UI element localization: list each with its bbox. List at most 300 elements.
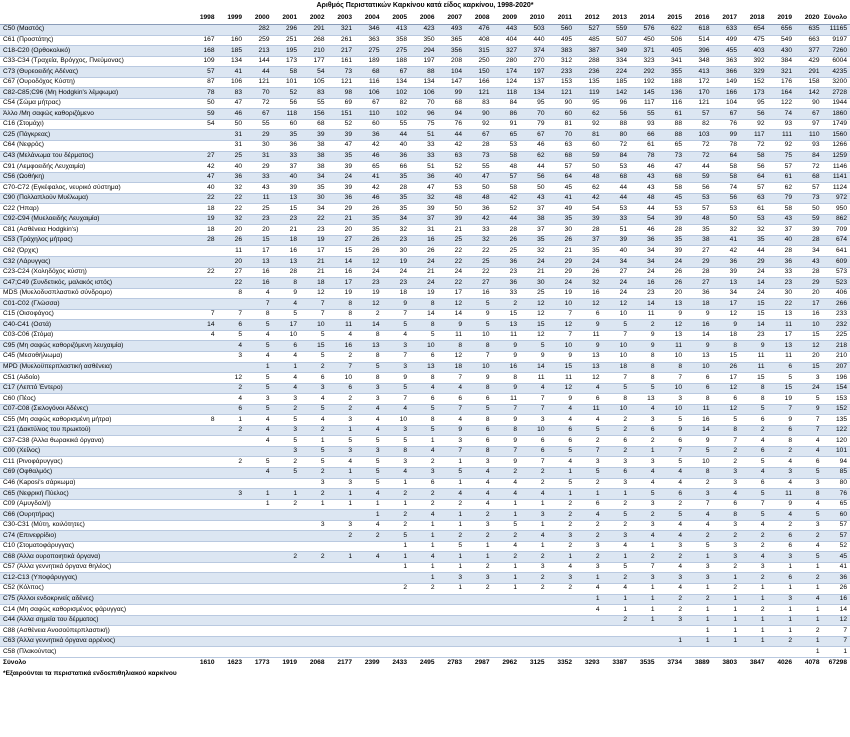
value-cell: 104 <box>713 98 741 109</box>
value-cell <box>630 626 658 637</box>
value-cell: 29 <box>685 257 713 268</box>
value-cell: 250 <box>465 56 493 67</box>
value-cell: 4 <box>795 594 823 605</box>
value-cell: 1 <box>438 478 466 489</box>
value-cell: 20 <box>245 225 273 236</box>
value-cell: 4 <box>410 510 438 521</box>
value-cell: 70 <box>520 109 548 120</box>
value-cell <box>245 552 273 563</box>
value-cell <box>328 626 356 637</box>
value-cell: 39 <box>410 204 438 215</box>
value-cell: 47 <box>190 172 218 183</box>
value-cell: 862 <box>823 214 850 225</box>
value-cell: 1 <box>410 531 438 542</box>
value-cell: 2 <box>328 351 356 362</box>
value-cell: 1 <box>300 499 328 510</box>
value-cell: 11 <box>328 320 356 331</box>
value-cell: 2 <box>410 499 438 510</box>
value-cell: 25 <box>438 235 466 246</box>
value-cell <box>245 510 273 521</box>
value-cell: 312 <box>548 56 576 67</box>
value-cell: 16 <box>575 288 603 299</box>
value-cell: 43 <box>795 257 823 268</box>
value-cell: 27 <box>465 278 493 289</box>
value-cell <box>548 636 576 647</box>
value-cell: 51 <box>410 162 438 173</box>
value-cell: 25 <box>245 204 273 215</box>
value-cell: 1 <box>740 583 768 594</box>
value-cell: 55 <box>465 162 493 173</box>
value-cell: 1 <box>713 605 741 616</box>
value-cell: 1 <box>603 552 631 563</box>
value-cell <box>190 478 218 489</box>
value-cell: 22 <box>768 299 796 310</box>
row-label: C22 (Ήπαρ) <box>0 204 190 215</box>
value-cell: 8 <box>465 415 493 426</box>
value-cell: 56 <box>740 109 768 120</box>
value-cell: 236 <box>575 67 603 78</box>
value-cell: 17 <box>328 278 356 289</box>
value-cell: 65 <box>823 499 850 510</box>
value-cell: 46 <box>630 225 658 236</box>
value-cell: 8 <box>328 299 356 310</box>
value-cell: 5 <box>383 531 411 542</box>
row-label: C62 (Όρχις) <box>0 246 190 257</box>
value-cell: 84 <box>603 151 631 162</box>
value-cell: 38 <box>300 141 328 152</box>
value-cell: 1 <box>575 573 603 584</box>
value-cell: 207 <box>823 362 850 373</box>
value-cell: 1 <box>520 541 548 552</box>
value-cell: 1 <box>713 636 741 647</box>
value-cell: 22 <box>438 257 466 268</box>
value-cell: 4 <box>218 394 246 405</box>
value-cell: 13 <box>245 257 273 268</box>
value-cell: 76 <box>823 489 850 500</box>
value-cell: 64 <box>548 172 576 183</box>
value-cell: 1 <box>438 552 466 563</box>
value-cell: 4 <box>520 489 548 500</box>
value-cell: 110 <box>355 109 383 120</box>
value-cell: 5 <box>245 457 273 468</box>
value-cell: 5 <box>768 373 796 384</box>
value-cell: 6 <box>603 436 631 447</box>
value-cell: 16 <box>630 278 658 289</box>
value-cell: 12 <box>548 320 576 331</box>
value-cell <box>190 141 218 152</box>
value-cell: 5 <box>685 446 713 457</box>
value-cell: 24 <box>658 257 686 268</box>
value-cell: 7 <box>548 330 576 341</box>
value-cell: 618 <box>685 25 713 36</box>
value-cell: 1 <box>245 362 273 373</box>
value-cell: 350 <box>410 35 438 46</box>
value-cell: 2 <box>713 446 741 457</box>
value-cell: 8 <box>355 373 383 384</box>
value-cell: 4 <box>740 467 768 478</box>
value-cell: 13 <box>685 351 713 362</box>
value-cell: 67 <box>795 109 823 120</box>
value-cell: 13 <box>493 320 521 331</box>
value-cell: 10 <box>795 320 823 331</box>
value-cell: 14 <box>520 362 548 373</box>
value-cell <box>355 562 383 573</box>
value-cell <box>273 520 301 531</box>
value-cell <box>383 605 411 616</box>
value-cell: 365 <box>438 35 466 46</box>
value-cell: 3 <box>658 573 686 584</box>
total-cell: 2177 <box>328 657 356 669</box>
value-cell: 19 <box>548 288 576 299</box>
value-cell: 1 <box>795 583 823 594</box>
value-cell: 2 <box>630 552 658 563</box>
value-cell: 32 <box>465 235 493 246</box>
value-cell: 315 <box>465 46 493 57</box>
value-cell: 1 <box>685 636 713 647</box>
value-cell: 45 <box>823 552 850 563</box>
value-cell: 2 <box>740 573 768 584</box>
value-cell: 1 <box>438 520 466 531</box>
table-row <box>0 246 850 257</box>
value-cell: 57 <box>768 162 796 173</box>
value-cell: 259 <box>245 35 273 46</box>
value-cell: 1 <box>355 499 383 510</box>
value-cell: 3 <box>768 552 796 563</box>
value-cell: 6 <box>740 478 768 489</box>
value-cell: 4 <box>548 562 576 573</box>
value-cell: 26 <box>713 362 741 373</box>
value-cell: 7 <box>685 499 713 510</box>
value-cell <box>740 647 768 658</box>
value-cell: 1 <box>273 362 301 373</box>
value-cell: 3 <box>218 351 246 362</box>
total-cell: 4078 <box>795 657 823 669</box>
value-cell: 15 <box>768 383 796 394</box>
value-cell: 44 <box>685 162 713 173</box>
value-cell: 2 <box>493 552 521 563</box>
total-cell: 2987 <box>465 657 493 669</box>
table-row <box>0 457 850 468</box>
value-cell: 52 <box>823 541 850 552</box>
value-cell: 334 <box>603 56 631 67</box>
value-cell: 61 <box>658 109 686 120</box>
row-label: C61 (Προστάτης) <box>0 35 190 46</box>
value-cell: 68 <box>355 67 383 78</box>
value-cell: 8 <box>630 373 658 384</box>
value-cell <box>548 615 576 626</box>
value-cell: 323 <box>630 56 658 67</box>
value-cell: 11 <box>493 394 521 405</box>
table-row <box>0 636 850 647</box>
value-cell: 61 <box>630 141 658 152</box>
value-cell: 2 <box>273 499 301 510</box>
value-cell: 1 <box>520 520 548 531</box>
value-cell: 72 <box>245 98 273 109</box>
value-cell: 145 <box>630 88 658 99</box>
value-cell: 22 <box>218 278 246 289</box>
value-cell: 1 <box>548 489 576 500</box>
value-cell: 4 <box>190 330 218 341</box>
value-cell: 3 <box>300 383 328 394</box>
value-cell: 60 <box>355 119 383 130</box>
value-cell: 36 <box>823 573 850 584</box>
value-cell: 3 <box>685 562 713 573</box>
value-cell: 6004 <box>823 56 850 67</box>
value-cell: 23 <box>300 225 328 236</box>
value-cell: 135 <box>823 415 850 426</box>
value-cell: 282 <box>245 25 273 36</box>
value-cell: 327 <box>493 46 521 57</box>
row-label: C30-C31 (Μύτη, κοιλότητες) <box>0 520 190 531</box>
value-cell: 32 <box>383 225 411 236</box>
value-cell <box>383 573 411 584</box>
value-cell: 1 <box>740 594 768 605</box>
value-cell: 1 <box>328 467 356 478</box>
value-cell: 87 <box>190 77 218 88</box>
value-cell: 118 <box>493 88 521 99</box>
value-cell: 656 <box>768 25 796 36</box>
value-cell: 55 <box>300 98 328 109</box>
value-cell: 224 <box>603 67 631 78</box>
value-cell <box>410 615 438 626</box>
value-cell: 4 <box>493 489 521 500</box>
value-cell: 4 <box>603 583 631 594</box>
value-cell: 3 <box>520 510 548 521</box>
value-cell: 30 <box>548 225 576 236</box>
value-cell: 9 <box>630 341 658 352</box>
value-cell: 4 <box>245 288 273 299</box>
value-cell: 430 <box>768 46 796 57</box>
value-cell <box>245 626 273 637</box>
value-cell: 5 <box>300 404 328 415</box>
value-cell: 6 <box>410 394 438 405</box>
value-cell: 294 <box>410 46 438 57</box>
total-cell: 3847 <box>740 657 768 669</box>
value-cell: 1 <box>823 647 850 658</box>
total-row <box>0 657 850 669</box>
value-cell: 36 <box>685 288 713 299</box>
value-cell: 1 <box>410 436 438 447</box>
value-cell: 3 <box>548 573 576 584</box>
value-cell: 15 <box>300 341 328 352</box>
value-cell: 118 <box>273 109 301 120</box>
value-cell <box>273 510 301 521</box>
value-cell: 10 <box>603 404 631 415</box>
value-cell: 70 <box>410 98 438 109</box>
value-cell: 2 <box>383 583 411 594</box>
value-cell <box>355 605 383 616</box>
row-label: C57 (Άλλα γεννητικά όργανα θηλέος) <box>0 562 190 573</box>
value-cell: 654 <box>740 25 768 36</box>
value-cell <box>245 520 273 531</box>
value-cell: 65 <box>355 162 383 173</box>
value-cell: 6 <box>410 351 438 362</box>
value-cell: 6 <box>300 373 328 384</box>
value-cell: 18 <box>190 204 218 215</box>
value-cell: 2 <box>603 499 631 510</box>
value-cell: 1 <box>685 626 713 637</box>
value-cell: 3200 <box>823 77 850 88</box>
row-label: C75 (Άλλοι ενδοκρινείς αδένες) <box>0 594 190 605</box>
table-row <box>0 446 850 457</box>
value-cell: 1 <box>713 626 741 637</box>
value-cell: 28 <box>795 267 823 278</box>
value-cell: 88 <box>658 130 686 141</box>
value-cell: 50 <box>218 119 246 130</box>
value-cell: 50 <box>438 204 466 215</box>
value-cell: 14 <box>410 309 438 320</box>
row-label: C18-C20 (Ορθοκολικό) <box>0 46 190 57</box>
value-cell <box>300 626 328 637</box>
value-cell: 11 <box>740 362 768 373</box>
value-cell: 2 <box>630 320 658 331</box>
value-cell: 6 <box>520 446 548 457</box>
table-row <box>0 531 850 542</box>
value-cell: 35 <box>273 130 301 141</box>
value-cell: 7 <box>493 404 521 415</box>
value-cell: 4235 <box>823 67 850 78</box>
value-cell: 3 <box>273 394 301 405</box>
value-cell: 21 <box>410 267 438 278</box>
value-cell: 54 <box>630 214 658 225</box>
value-cell <box>190 130 218 141</box>
value-cell: 43 <box>768 214 796 225</box>
value-cell: 78 <box>713 141 741 152</box>
value-cell: 19 <box>190 214 218 225</box>
value-cell: 4 <box>355 425 383 436</box>
value-cell: 8 <box>410 415 438 426</box>
value-cell: 8 <box>768 436 796 447</box>
value-cell: 6 <box>520 436 548 447</box>
value-cell: 48 <box>438 193 466 204</box>
value-cell: 3 <box>630 520 658 531</box>
value-cell: 7 <box>630 562 658 573</box>
value-cell: 29 <box>245 130 273 141</box>
value-cell: 90 <box>795 98 823 109</box>
value-cell: 35 <box>548 214 576 225</box>
value-cell: 2 <box>713 457 741 468</box>
value-cell: 35 <box>300 183 328 194</box>
value-cell: 576 <box>630 25 658 36</box>
value-cell: 17 <box>768 330 796 341</box>
value-cell: 75 <box>410 119 438 130</box>
value-cell: 99 <box>713 130 741 141</box>
value-cell: 83 <box>218 88 246 99</box>
value-cell: 493 <box>438 25 466 36</box>
value-cell: 16 <box>410 235 438 246</box>
table-row <box>0 193 850 204</box>
value-cell <box>713 647 741 658</box>
value-cell: 3 <box>548 531 576 542</box>
value-cell: 53 <box>438 183 466 194</box>
value-cell: 363 <box>713 56 741 67</box>
value-cell <box>520 615 548 626</box>
value-cell: 635 <box>795 25 823 36</box>
value-cell: 52 <box>493 204 521 215</box>
value-cell: 58 <box>273 67 301 78</box>
value-cell: 10 <box>685 457 713 468</box>
row-label: C10 (Στοματοφάρυγγας) <box>0 541 190 552</box>
value-cell: 12 <box>575 373 603 384</box>
total-cell: 3803 <box>713 657 741 669</box>
value-cell: 5 <box>300 351 328 362</box>
value-cell: 9 <box>273 288 301 299</box>
value-cell: 4 <box>465 499 493 510</box>
value-cell: 4 <box>740 436 768 447</box>
value-cell <box>603 636 631 647</box>
value-cell: 5 <box>300 446 328 457</box>
value-cell: 43 <box>245 183 273 194</box>
value-cell: 9 <box>438 320 466 331</box>
value-cell: 147 <box>438 77 466 88</box>
value-cell: 11 <box>218 246 246 257</box>
value-cell: 67 <box>713 109 741 120</box>
value-cell <box>218 499 246 510</box>
value-cell <box>190 25 218 36</box>
table-row <box>0 235 850 246</box>
value-cell: 16 <box>465 288 493 299</box>
table-row <box>0 25 850 36</box>
value-cell <box>410 626 438 637</box>
value-cell: 44 <box>603 193 631 204</box>
value-cell: 396 <box>685 46 713 57</box>
value-cell: 371 <box>630 46 658 57</box>
value-cell: 5 <box>658 457 686 468</box>
value-cell: 44 <box>630 204 658 215</box>
value-cell: 10 <box>465 330 493 341</box>
value-cell: 4 <box>355 552 383 563</box>
value-cell: 14 <box>685 330 713 341</box>
value-cell: 13 <box>410 362 438 373</box>
row-label: C81 (Ασθένεια Hodgkin's) <box>0 225 190 236</box>
value-cell <box>190 446 218 457</box>
value-cell: 296 <box>273 25 301 36</box>
value-cell: 15 <box>740 299 768 310</box>
row-label: C11 (Ρινοφάρυγγας) <box>0 457 190 468</box>
value-cell: 42 <box>438 141 466 152</box>
value-cell: 1860 <box>823 109 850 120</box>
value-cell <box>300 573 328 584</box>
value-cell: 106 <box>218 77 246 88</box>
value-cell: 5 <box>795 467 823 478</box>
value-cell: 2 <box>300 425 328 436</box>
column-header: Σύνολο <box>823 12 850 25</box>
column-header: 2008 <box>465 12 493 25</box>
value-cell: 6 <box>768 362 796 373</box>
value-cell: 168 <box>190 46 218 57</box>
value-cell: 188 <box>383 56 411 67</box>
value-cell <box>218 510 246 521</box>
value-cell: 53 <box>740 214 768 225</box>
value-cell: 9 <box>685 309 713 320</box>
value-cell: 177 <box>300 56 328 67</box>
value-cell: 24 <box>603 278 631 289</box>
value-cell <box>190 552 218 563</box>
value-cell: 366 <box>713 67 741 78</box>
value-cell: 15 <box>795 330 823 341</box>
value-cell: 15 <box>548 362 576 373</box>
value-cell: 68 <box>603 172 631 183</box>
value-cell <box>190 436 218 447</box>
table-row <box>0 162 850 173</box>
value-cell: 4 <box>740 520 768 531</box>
value-cell: 196 <box>823 373 850 384</box>
value-cell: 5 <box>630 383 658 394</box>
value-cell: 12 <box>520 330 548 341</box>
value-cell: 2 <box>630 510 658 521</box>
value-cell: 39 <box>658 246 686 257</box>
value-cell: 8 <box>740 383 768 394</box>
